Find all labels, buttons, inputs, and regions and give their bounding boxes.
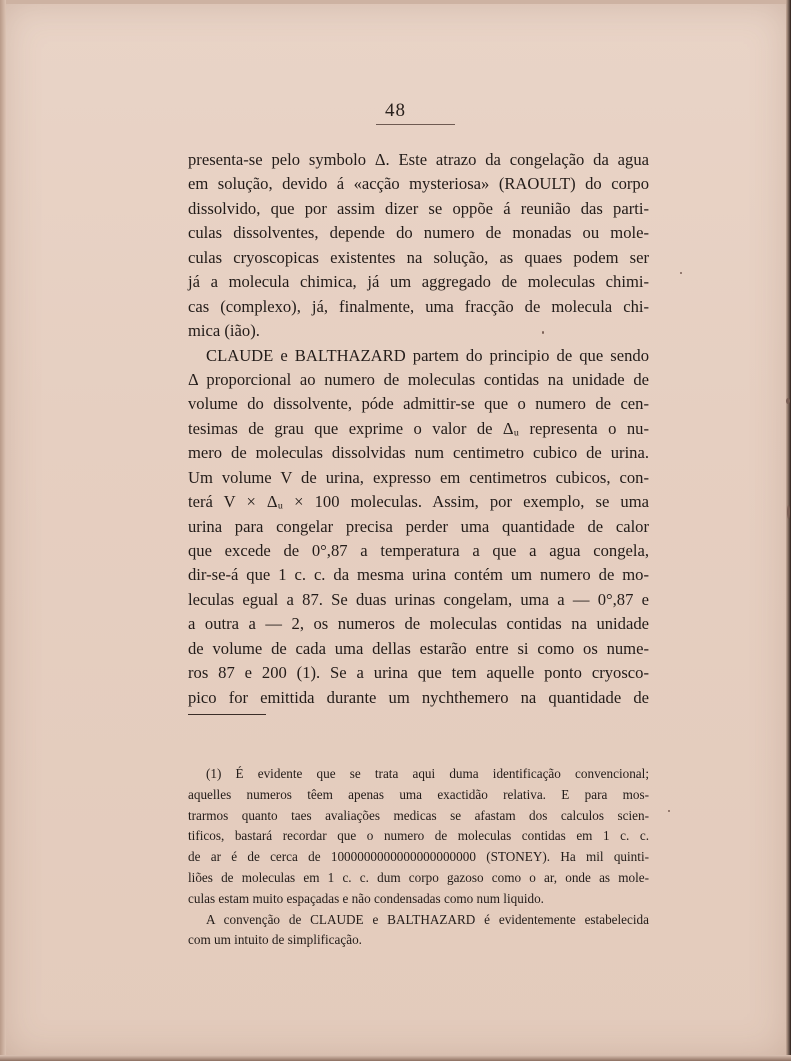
footnote-line: culas estam muito espaçadas e não condensadas como num liquido. xyxy=(188,890,544,906)
body-line: de volume de cada uma dellas estarão entre si como os nume- xyxy=(188,638,649,658)
body-line: terá V × Δᵤ × 100 moleculas. Assim, por exemplo, se uma xyxy=(188,492,649,512)
footnotes xyxy=(188,764,649,951)
footnote-line: aquelles numeros têem apenas uma exactidão relativa. E para mos- xyxy=(188,786,649,802)
paper-speck xyxy=(680,272,682,274)
body-line: que excede de 0°,87 a temperatura a que a agua congela, xyxy=(188,541,649,560)
footnote-line: A convenção de CLAUDE e BALTHAZARD é evidentemente estabelecida xyxy=(206,911,649,927)
body-line: cas (complexo), já, finalmente, uma fracção de molecula chi- xyxy=(188,296,649,316)
footnote-line: liões de moleculas em 1 c. c. dum corpo gazoso como o ar, onde as mole- xyxy=(188,869,649,885)
body-line: Δ proporcional ao numero de moleculas contidas na unidade de xyxy=(188,369,650,389)
footnote-rule xyxy=(188,714,266,715)
body-line: dir-se-á que 1 c. c. da mesma urina contém um numero de mo- xyxy=(188,565,649,585)
paper-speck xyxy=(542,331,544,334)
body-line: CLAUDE e BALTHAZARD partem do principio de que sendo xyxy=(206,345,649,365)
page-edge-right xyxy=(786,0,791,1061)
body-line: já a molecula chimica, já um aggregado de moleculas chimi- xyxy=(188,272,649,292)
body-line: em solução, devido á «acção mysteriosa» (RAOULT) do corpo xyxy=(188,174,649,194)
body-line: culas dissolventes, depende do numero de monadas ou mole- xyxy=(188,223,649,243)
body-line: culas cryoscopicas existentes na solução, as quaes podem ser xyxy=(188,247,649,267)
body-text xyxy=(188,148,649,710)
page-edge-left xyxy=(0,0,6,1061)
body-line: a outra a — 2, os numeros de moleculas contidas na unidade xyxy=(188,614,649,634)
footnote-line: com um intuito de simplificação. xyxy=(188,932,362,948)
page-number: 48 xyxy=(385,100,406,121)
body-line: dissolvido, que por assim dizer se oppõe á reunião das parti- xyxy=(188,198,649,218)
body-line: tesimas de grau que exprime o valor de Δᵤ representa o nu- xyxy=(188,418,649,438)
body-line: mero de moleculas dissolvidas num centimetro cubico de urina. xyxy=(188,443,649,463)
footnote-line: trarmos quanto taes avaliações medicas se afastam dos calculos scien- xyxy=(188,807,649,823)
paper-speck xyxy=(786,398,790,404)
body-line: presenta-se pelo symbolo Δ. Este atrazo da congelação da agua xyxy=(188,150,649,169)
footnote-line: de ar é de cerca de 1000000000000000000000 (STONEY). Ha mil quinti- xyxy=(188,849,649,865)
paper-speck xyxy=(787,505,790,519)
body-line: volume do dissolvente, póde admittir-se que o numero de cen- xyxy=(188,394,649,414)
footnote-line: tificos, bastará recordar que o numero de moleculas contidas em 1 c. c. xyxy=(188,828,649,844)
page-edge-top xyxy=(0,0,791,4)
page-edge-bottom xyxy=(0,1055,791,1061)
body-line: leculas egual a 87. Se duas urinas congelam, uma a — 0°,87 e xyxy=(188,589,649,609)
page-number-rule xyxy=(376,124,455,125)
body-line: urina para congelar precisa perder uma quantidade de calor xyxy=(188,516,649,536)
footnote-line: (1) É evidente que se trata aqui duma identificação convencional; xyxy=(206,766,649,781)
body-line: ros 87 e 200 (1). Se a urina que tem aquelle ponto cryosco- xyxy=(188,663,649,683)
body-line: mica (ião). xyxy=(188,321,260,341)
body-line: pico for emittida durante um nychthemero na quantidade de xyxy=(188,687,649,707)
body-line: Um volume V de urina, expresso em centimetros cubicos, con- xyxy=(188,467,649,487)
paper-speck xyxy=(668,810,670,812)
